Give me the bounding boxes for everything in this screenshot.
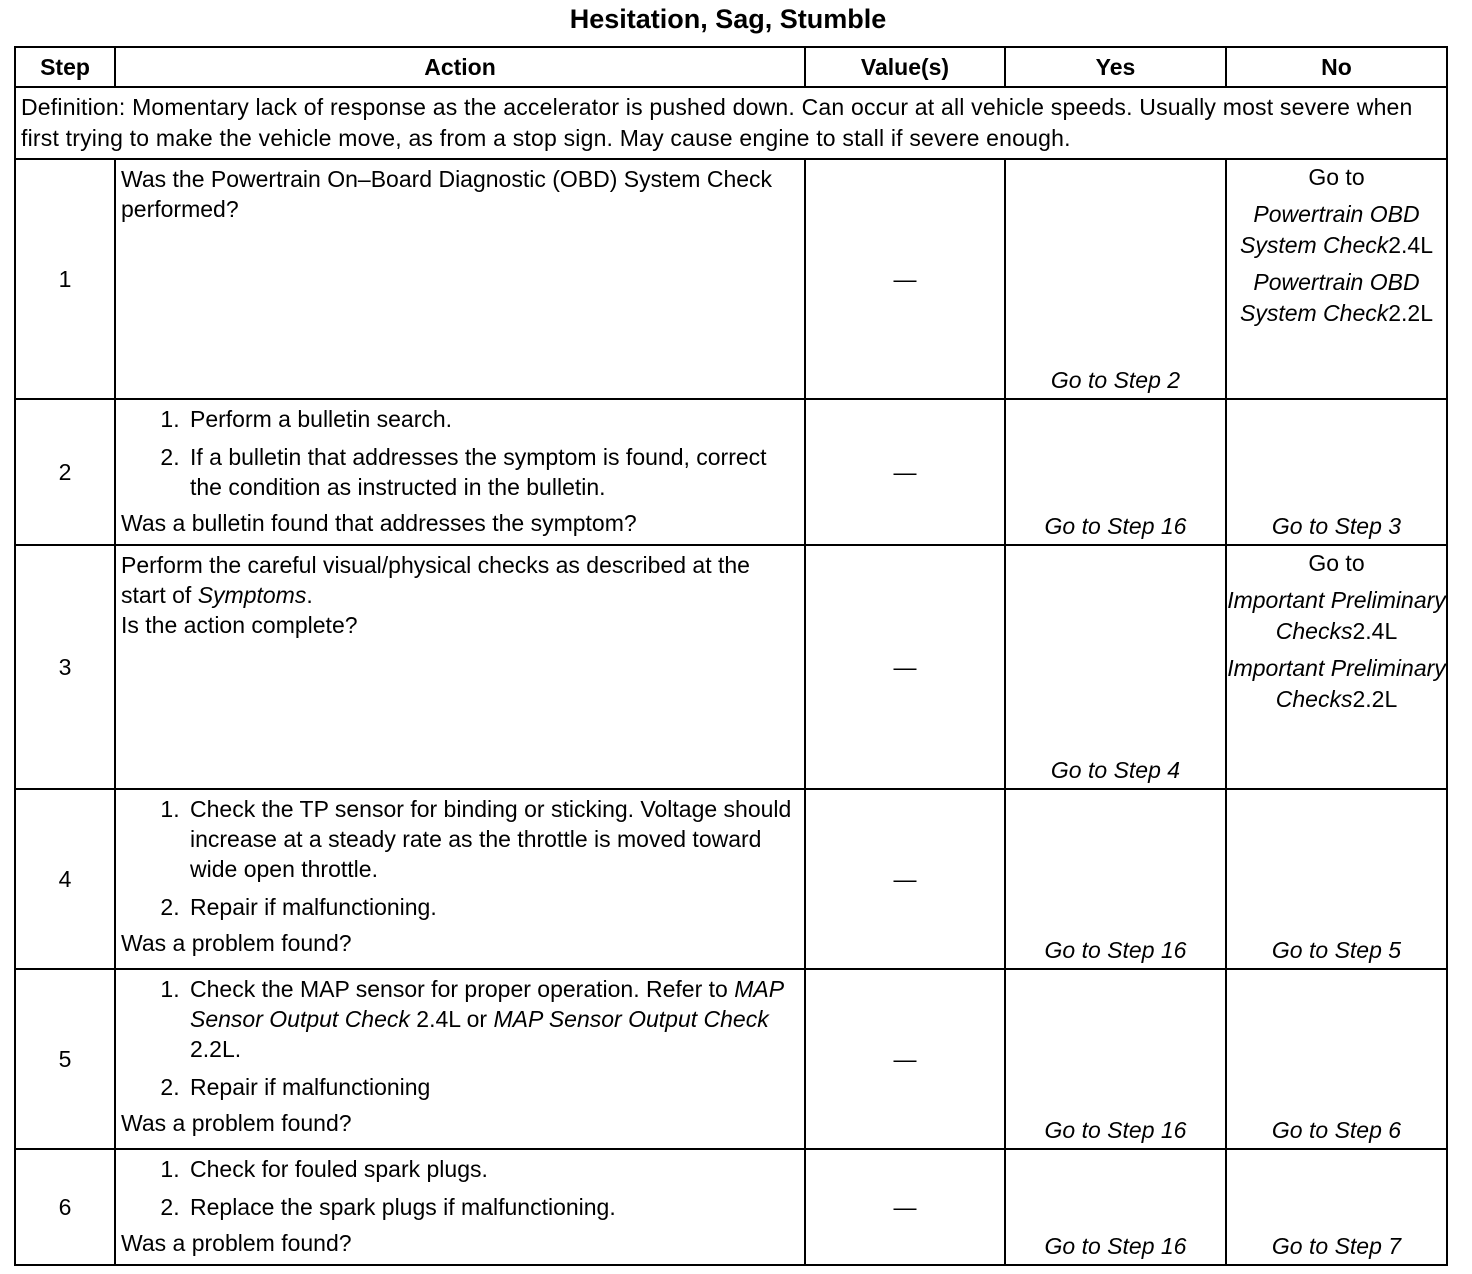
page-title: Hesitation, Sag, Stumble [569,4,887,34]
table-row [15,1149,1447,1265]
action-item: 2. Repair if malfunctioning [186,1072,798,1102]
step-number: 3 [15,545,115,789]
action-item [186,974,798,1064]
action-item: 1. Check for fouled spark plugs. [186,1154,798,1184]
no-ref1-title: Powertrain OBD System Check [1239,201,1420,258]
yes-link[interactable]: Go to Step 16 [1005,399,1226,545]
action-question: Was a problem found? [121,930,352,956]
no-ref2-title: Important Preliminary Checks [1227,655,1446,712]
no-cell [1226,545,1447,789]
step-number: 2 [15,399,115,545]
action-cell [115,1149,805,1265]
no-link-ref1[interactable] [1227,199,1446,261]
no-ref1-title: Important Preliminary Checks [1227,587,1446,644]
action-question: Is the action complete? [121,612,358,638]
value-cell: — [805,969,1005,1149]
action-item: 1. Check the TP sensor for binding or sticking. Voltage should increase at a steady rate as the throttle is moved toward wide open throttle. [186,794,798,884]
action-cell [115,399,805,545]
column-header-values: Value(s) [805,47,1005,87]
action-cell [115,969,805,1149]
action-question: Was a problem found? [121,1230,352,1256]
table-row [15,969,1447,1149]
no-ref1-suffix: 2.4L [1352,618,1398,644]
definition-text: Definition: Momentary lack of response as the accelerator is pushed down. Can occur at all vehicle speeds. Usually most severe when first trying to make the vehicle move, as from a stop sign. May cause engine to stall if severe enough. [15,87,1447,159]
value-cell: — [805,159,1005,399]
action-list [121,974,798,1102]
column-header-step: Step [15,47,115,87]
definition-row [15,87,1447,159]
no-link-ref1[interactable] [1227,585,1446,647]
action-question: Was a bulletin found that addresses the symptom? [121,510,637,536]
map-check-reference-24[interactable]: MAP Sensor Output Check [190,976,784,1032]
action-cell [115,545,805,789]
diagnostic-table [14,46,1448,1266]
no-cell [1226,159,1447,399]
step-number: 6 [15,1149,115,1265]
action-text-part: 2.4L or [409,1006,494,1032]
no-link[interactable]: Go to Step 5 [1226,789,1447,969]
no-goto-label: Go to [1308,550,1365,576]
value-cell: — [805,789,1005,969]
no-link-ref2[interactable] [1227,653,1446,715]
no-link[interactable]: Go to Step 3 [1226,399,1447,545]
action-list [121,404,798,502]
no-link-ref2[interactable] [1227,267,1446,329]
step-number: 1 [15,159,115,399]
yes-link[interactable]: Go to Step 16 [1005,789,1226,969]
step-number: 5 [15,969,115,1149]
action-item: 2. Replace the spark plugs if malfunctioning. [186,1192,798,1222]
value-cell: — [805,1149,1005,1265]
column-header-yes: Yes [1005,47,1226,87]
action-text [121,550,798,610]
action-text-part: . [306,582,313,608]
action-question: Was the Powertrain On–Board Diagnostic (OBD) System Check performed? [121,166,773,222]
symptoms-reference[interactable]: Symptoms [197,582,307,608]
no-goto-label: Go to [1308,164,1365,190]
no-ref2-suffix: 2.2L [1352,686,1398,712]
action-list [121,1154,798,1222]
action-text-part: Perform the careful visual/physical checks as described at the start of [121,552,750,608]
no-ref1-suffix: 2.4L [1388,232,1434,258]
action-question: Was a problem found? [121,1110,352,1136]
action-list [121,794,798,922]
table-row [15,545,1447,789]
action-cell [115,159,805,399]
table-row [15,399,1447,545]
no-link[interactable]: Go to Step 7 [1226,1149,1447,1265]
no-ref2-title: Powertrain OBD System Check [1239,269,1420,326]
action-text-part: Check the MAP sensor for proper operation. Refer to [190,976,735,1002]
yes-link[interactable]: Go to Step 16 [1005,969,1226,1149]
table-row [15,789,1447,969]
action-cell [115,789,805,969]
action-item: 2. Repair if malfunctioning. [186,892,798,922]
value-cell: — [805,399,1005,545]
value-cell: — [805,545,1005,789]
yes-link[interactable]: Go to Step 4 [1005,545,1226,789]
table-row [15,159,1447,399]
map-check-reference-22[interactable]: MAP Sensor Output Check [493,1006,769,1032]
no-ref2-suffix: 2.2L [1388,300,1434,326]
action-item: 2. If a bulletin that addresses the symptom is found, correct the condition as instructed in the bulletin. [186,442,798,502]
step-number: 4 [15,789,115,969]
column-header-action: Action [115,47,805,87]
action-item: 1. Perform a bulletin search. [186,404,798,434]
yes-link[interactable]: Go to Step 2 [1005,159,1226,399]
action-text-part: 2.2L. [190,1036,242,1062]
yes-link[interactable]: Go to Step 16 [1005,1149,1226,1265]
header-row [15,47,1447,87]
column-header-no: No [1226,47,1447,87]
no-link[interactable]: Go to Step 6 [1226,969,1447,1149]
